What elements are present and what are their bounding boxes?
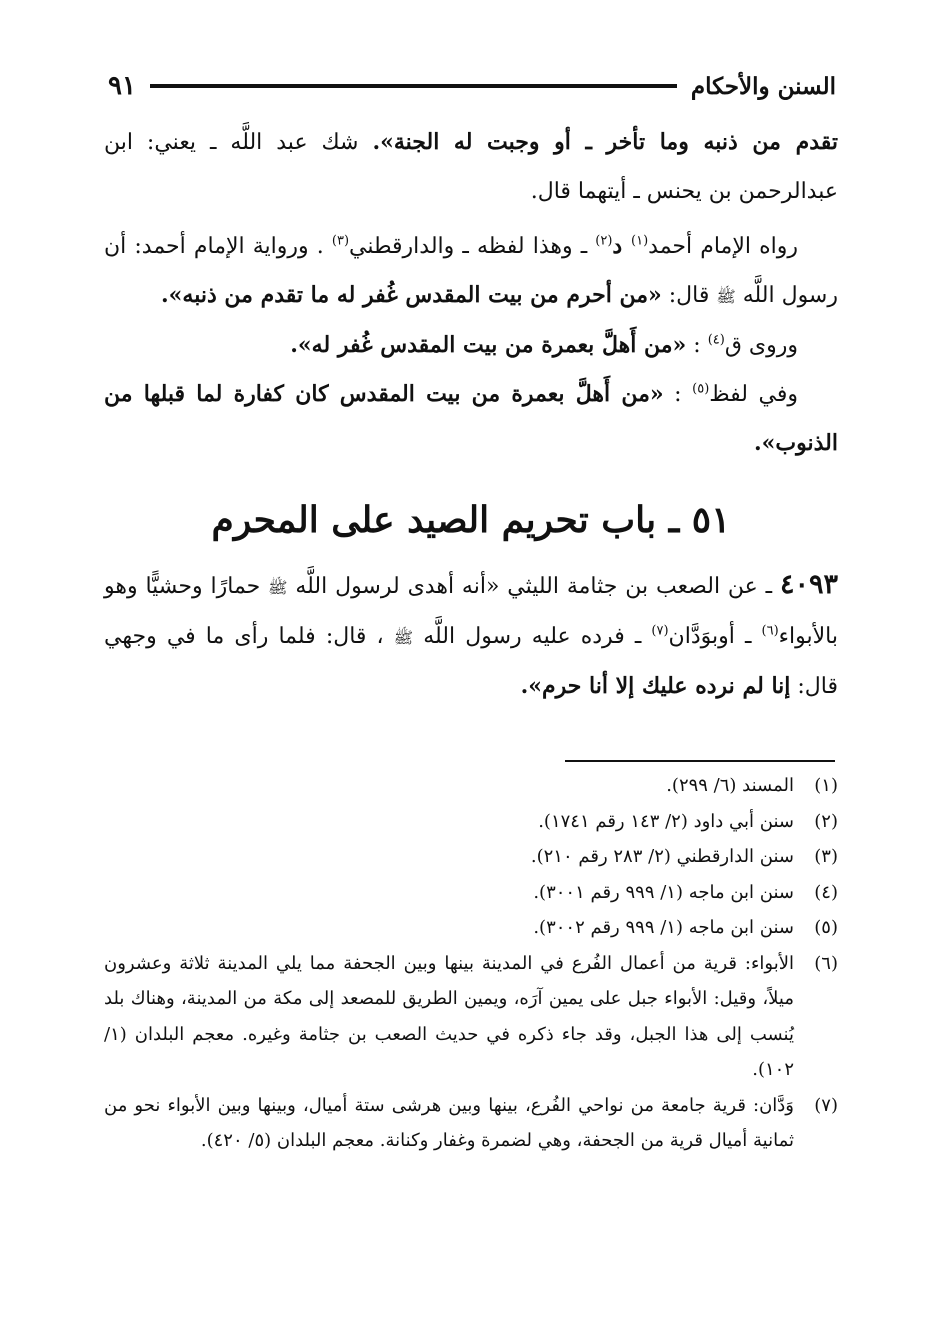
footnote-2 — [104, 804, 838, 840]
sources-text: د — [612, 233, 631, 259]
footnote-4 — [104, 875, 838, 911]
running-title: السنن والأحكام — [690, 72, 836, 100]
paragraph-ibn-majah-1 — [104, 321, 838, 370]
narrator-note: شك عبد اللَّه ـ يعني: ابن عبدالرحمن بن يحنس ـ أيتهما قال. — [104, 130, 838, 204]
hadith-text: ، قال: فلما رأى ما في وجهي قال: — [104, 624, 838, 699]
hadith-paragraph — [104, 560, 838, 711]
sources-text: وروى ق — [724, 333, 798, 358]
footnote-number: (٢) — [814, 810, 838, 832]
hadith-text: ـ عن الصعب بن جثامة الليثي «أنه أهدى لرسول اللَّه — [287, 574, 780, 599]
honorific-glyph: ﷺ — [393, 628, 414, 647]
footnote-number: (٧) — [814, 1094, 838, 1116]
footnote-ref-2[interactable]: (٢) — [595, 233, 613, 249]
footnote-6 — [104, 946, 838, 1088]
footnote-text: سنن ابن ماجه (١/ ٩٩٩ رقم ٣٠٠١). — [533, 881, 794, 903]
chapter-heading: ٥١ ـ باب تحريم الصيد على المحرم — [211, 499, 731, 541]
running-header — [108, 68, 836, 104]
sources-text: : — [663, 382, 693, 407]
main-text — [104, 118, 838, 711]
footnote-text: سنن أبي داود (٢/ ١٤٣ رقم ١٧٤١). — [538, 810, 794, 832]
hadith-text: ـ أوبوَدَّان — [668, 624, 762, 649]
hadith-text-end: تقدم من ذنبه وما تأخر ـ أو وجبت له الجنة». — [372, 129, 838, 155]
footnote-text: الأبواء: قرية من أعمال الفُرع في المدينة بينها وبين الجحفة مما يلي المدينة ثلاثة وعشرون ميلاً، وقيل: الأبواء جبل على يمين آرَه، ويمين الطريق للمصعد إلى مكة من المدينة، وهناك بلد يُنسب إلى هذا الجبل، وقد جاء ذكره في حديث الصعب بن جثامة وغيره. معجم البلدان (١/ ١٠٢). — [104, 952, 794, 1080]
quote-text: «من أَهلَّ بعمرة من بيت المقدس كان كفارة لما قبلها من الذنوب». — [104, 381, 838, 456]
footnote-ref-6[interactable]: (٦) — [761, 623, 779, 639]
paragraph-continuation — [104, 118, 838, 216]
header-rule — [150, 84, 677, 88]
footnote-ref-1[interactable]: (١) — [631, 233, 649, 249]
quote-text: «من أَهلَّ بعمرة من بيت المقدس غُفر له». — [290, 332, 687, 358]
footnote-number: (٥) — [814, 917, 838, 938]
footnotes — [104, 768, 838, 1159]
footnote-ref-5[interactable]: (٥) — [692, 381, 710, 397]
sources-text: رواه الإمام أحمد — [648, 234, 798, 259]
page-number: ٩١ — [108, 71, 136, 101]
footnote-7 — [104, 1088, 838, 1159]
footnote-number: (٦) — [814, 952, 838, 974]
honorific-glyph: ﷺ — [716, 287, 736, 306]
footnote-text: سنن ابن ماجه (١/ ٩٩٩ رقم ٣٠٠٢). — [533, 917, 794, 938]
footnote-text: وَدَّان: قرية جامعة من نواحي الفُرع، بينها وبين هرشى ستة أميال، وبينها وبين الأبواء نحو من ثمانية أميال قرية من الجحفة، وهي لضمرة وغفار وكنانة. معجم البلدان (٥/ ٤٢٠). — [104, 1094, 794, 1151]
footnote-number: (١) — [814, 775, 838, 796]
sources-text: ـ وهذا لفظه ـ والدارقطني — [349, 234, 596, 259]
hadith-text: حمارًا وحشيًّا وهو بالأبواء — [104, 574, 838, 649]
sources-text: . ورواية الإمام أحمد: أن رسول اللَّه — [104, 234, 838, 308]
footnote-separator — [565, 760, 835, 762]
footnote-ref-3[interactable]: (٣) — [331, 233, 350, 249]
quote-text: «من أحرم من بيت المقدس غُفر له ما تقدم من ذنبه». — [160, 282, 662, 308]
footnote-1 — [104, 768, 838, 804]
footnote-ref-7[interactable]: (٧) — [651, 623, 669, 639]
footnote-number: (٤) — [814, 881, 838, 903]
footnote-text: سنن الدارقطني (٢/ ٢٨٣ رقم ٢١٠). — [530, 846, 794, 867]
paragraph-ibn-majah-2 — [104, 370, 838, 468]
hadith-text: ـ فرده عليه رسول اللَّه — [413, 624, 652, 649]
honorific-glyph: ﷺ — [268, 578, 288, 597]
footnote-3 — [104, 839, 838, 875]
sources-text: : — [686, 333, 708, 358]
footnote-text: المسند (٦/ ٢٩٩). — [666, 775, 794, 796]
paragraph-sources — [104, 222, 838, 321]
footnote-number: (٣) — [814, 846, 838, 867]
quote-text: إنا لم نرده عليك إلا أنا حرم». — [520, 673, 791, 699]
footnote-ref-4[interactable]: (٤) — [707, 332, 725, 348]
sources-text: قال: — [661, 283, 717, 308]
hadith-number: ٤٠٩٣ — [779, 569, 838, 600]
sources-text: وفي لفظ — [709, 382, 799, 407]
footnote-5 — [104, 910, 838, 946]
